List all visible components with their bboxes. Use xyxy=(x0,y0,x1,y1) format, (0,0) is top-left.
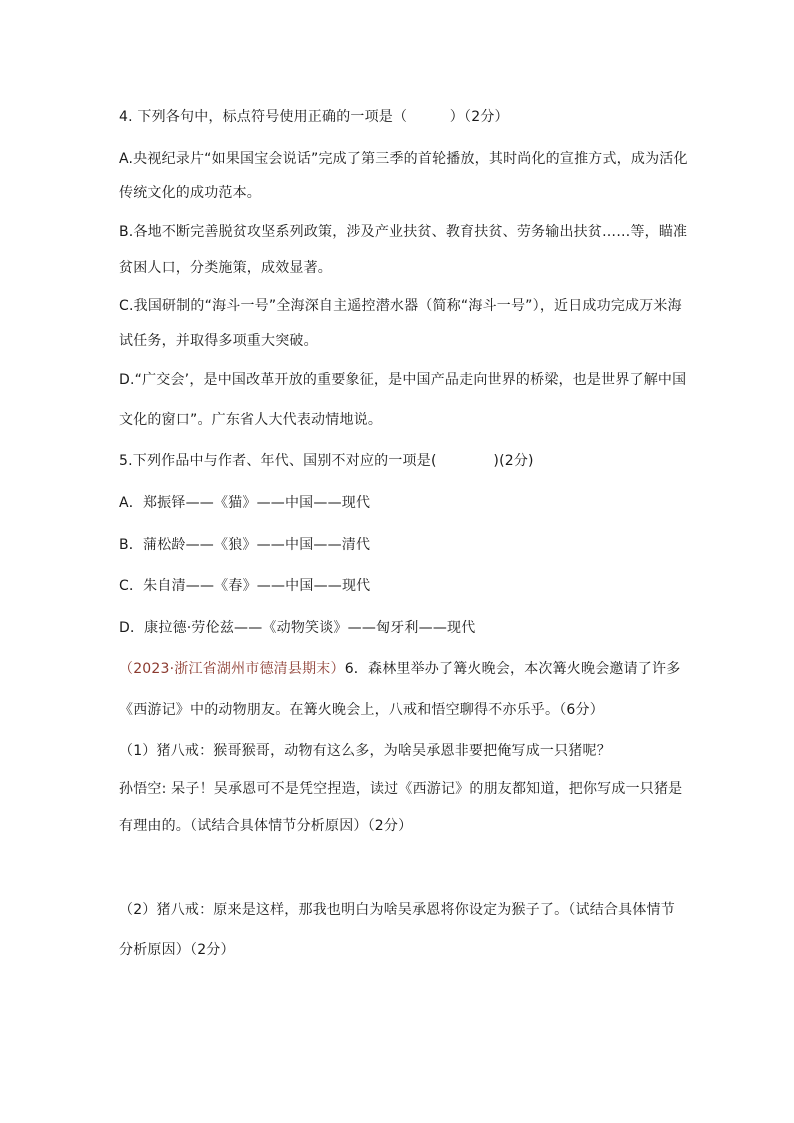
q4-option-c-line1: C.我国研制的“海斗一号”全海深自主遥控潜水器（简称“海斗一号”），近日成功完成万米海 xyxy=(119,298,682,314)
q4-option-d-line2: 文化的窗口”。广东省人大代表动情地说。 xyxy=(119,412,383,428)
q6-sub1-line1: （1）猪八戒：猴哥猴哥，动物有这么多，为啥吴承恩非要把俺写成一只猪呢？ xyxy=(119,743,611,759)
q6-stem-line1 xyxy=(119,659,680,679)
q5-option-c: C．朱自清——《春》——中国——现代 xyxy=(119,578,371,594)
q6-stem-text: 6．森林里举办了篝火晚会，本次篝火晚会邀请了许多 xyxy=(344,661,681,677)
q6-source-tag: （2023·浙江省湖州市德清县期末） xyxy=(119,661,345,677)
q6-sub2-line2: 分析原因）（2分） xyxy=(119,942,235,958)
q4-option-a-line1: A.央视纪录片“如果国宝会说话”完成了第三季的首轮播放，其时尚化的宣推方式，成为活化 xyxy=(119,151,688,167)
q5-option-a: A．郑振铎——《猫》——中国——现代 xyxy=(119,495,371,511)
q6-sub1-line2: 孙悟空: 呆子！吴承恩可不是凭空捏造，读过《西游记》的朋友都知道，把你写成一只猪是 xyxy=(119,781,683,797)
q6-sub2-line1: （2）猪八戒：原来是这样，那我也明白为啥吴承恩将你设定为猴子了。（试结合具体情节 xyxy=(119,902,675,918)
q4-option-a-line2: 传统文化的成功范本。 xyxy=(119,185,261,201)
q4-option-b-line1: B.各地不断完善脱贫攻坚系列政策，涉及产业扶贫、教育扶贫、劳务输出扶贫……等，瞄准 xyxy=(119,224,688,240)
q5-stem: 5.下列作品中与作者、年代、国别不对应的一项是( )(2分) xyxy=(119,453,534,469)
q4-option-b-line2: 贫困人口，分类施策，成效显著。 xyxy=(119,260,332,276)
q6-sub1-line3: 有理由的。（试结合具体情节分析原因）（2分） xyxy=(119,818,413,834)
q5-option-b: B．蒲松龄——《狼》——中国——清代 xyxy=(119,537,371,553)
q5-option-d: D．康拉德·劳伦兹——《动物笑谈》——匈牙利——现代 xyxy=(119,620,476,636)
q4-option-d-line1: D.“广交会’，是中国改革开放的重要象征，是中国产品走向世界的桥梁，也是世界了解中国 xyxy=(119,372,687,388)
q4-stem: 4. 下列各句中，标点符号使用正确的一项是（ ）（2分） xyxy=(119,109,509,125)
q4-option-c-line2: 试任务，并取得多项重大突破。 xyxy=(119,333,318,349)
q6-stem-line2: 《西游记》中的动物朋友。在篝火晚会上，八戒和悟空聊得不亦乐乎。（6分） xyxy=(119,702,604,718)
